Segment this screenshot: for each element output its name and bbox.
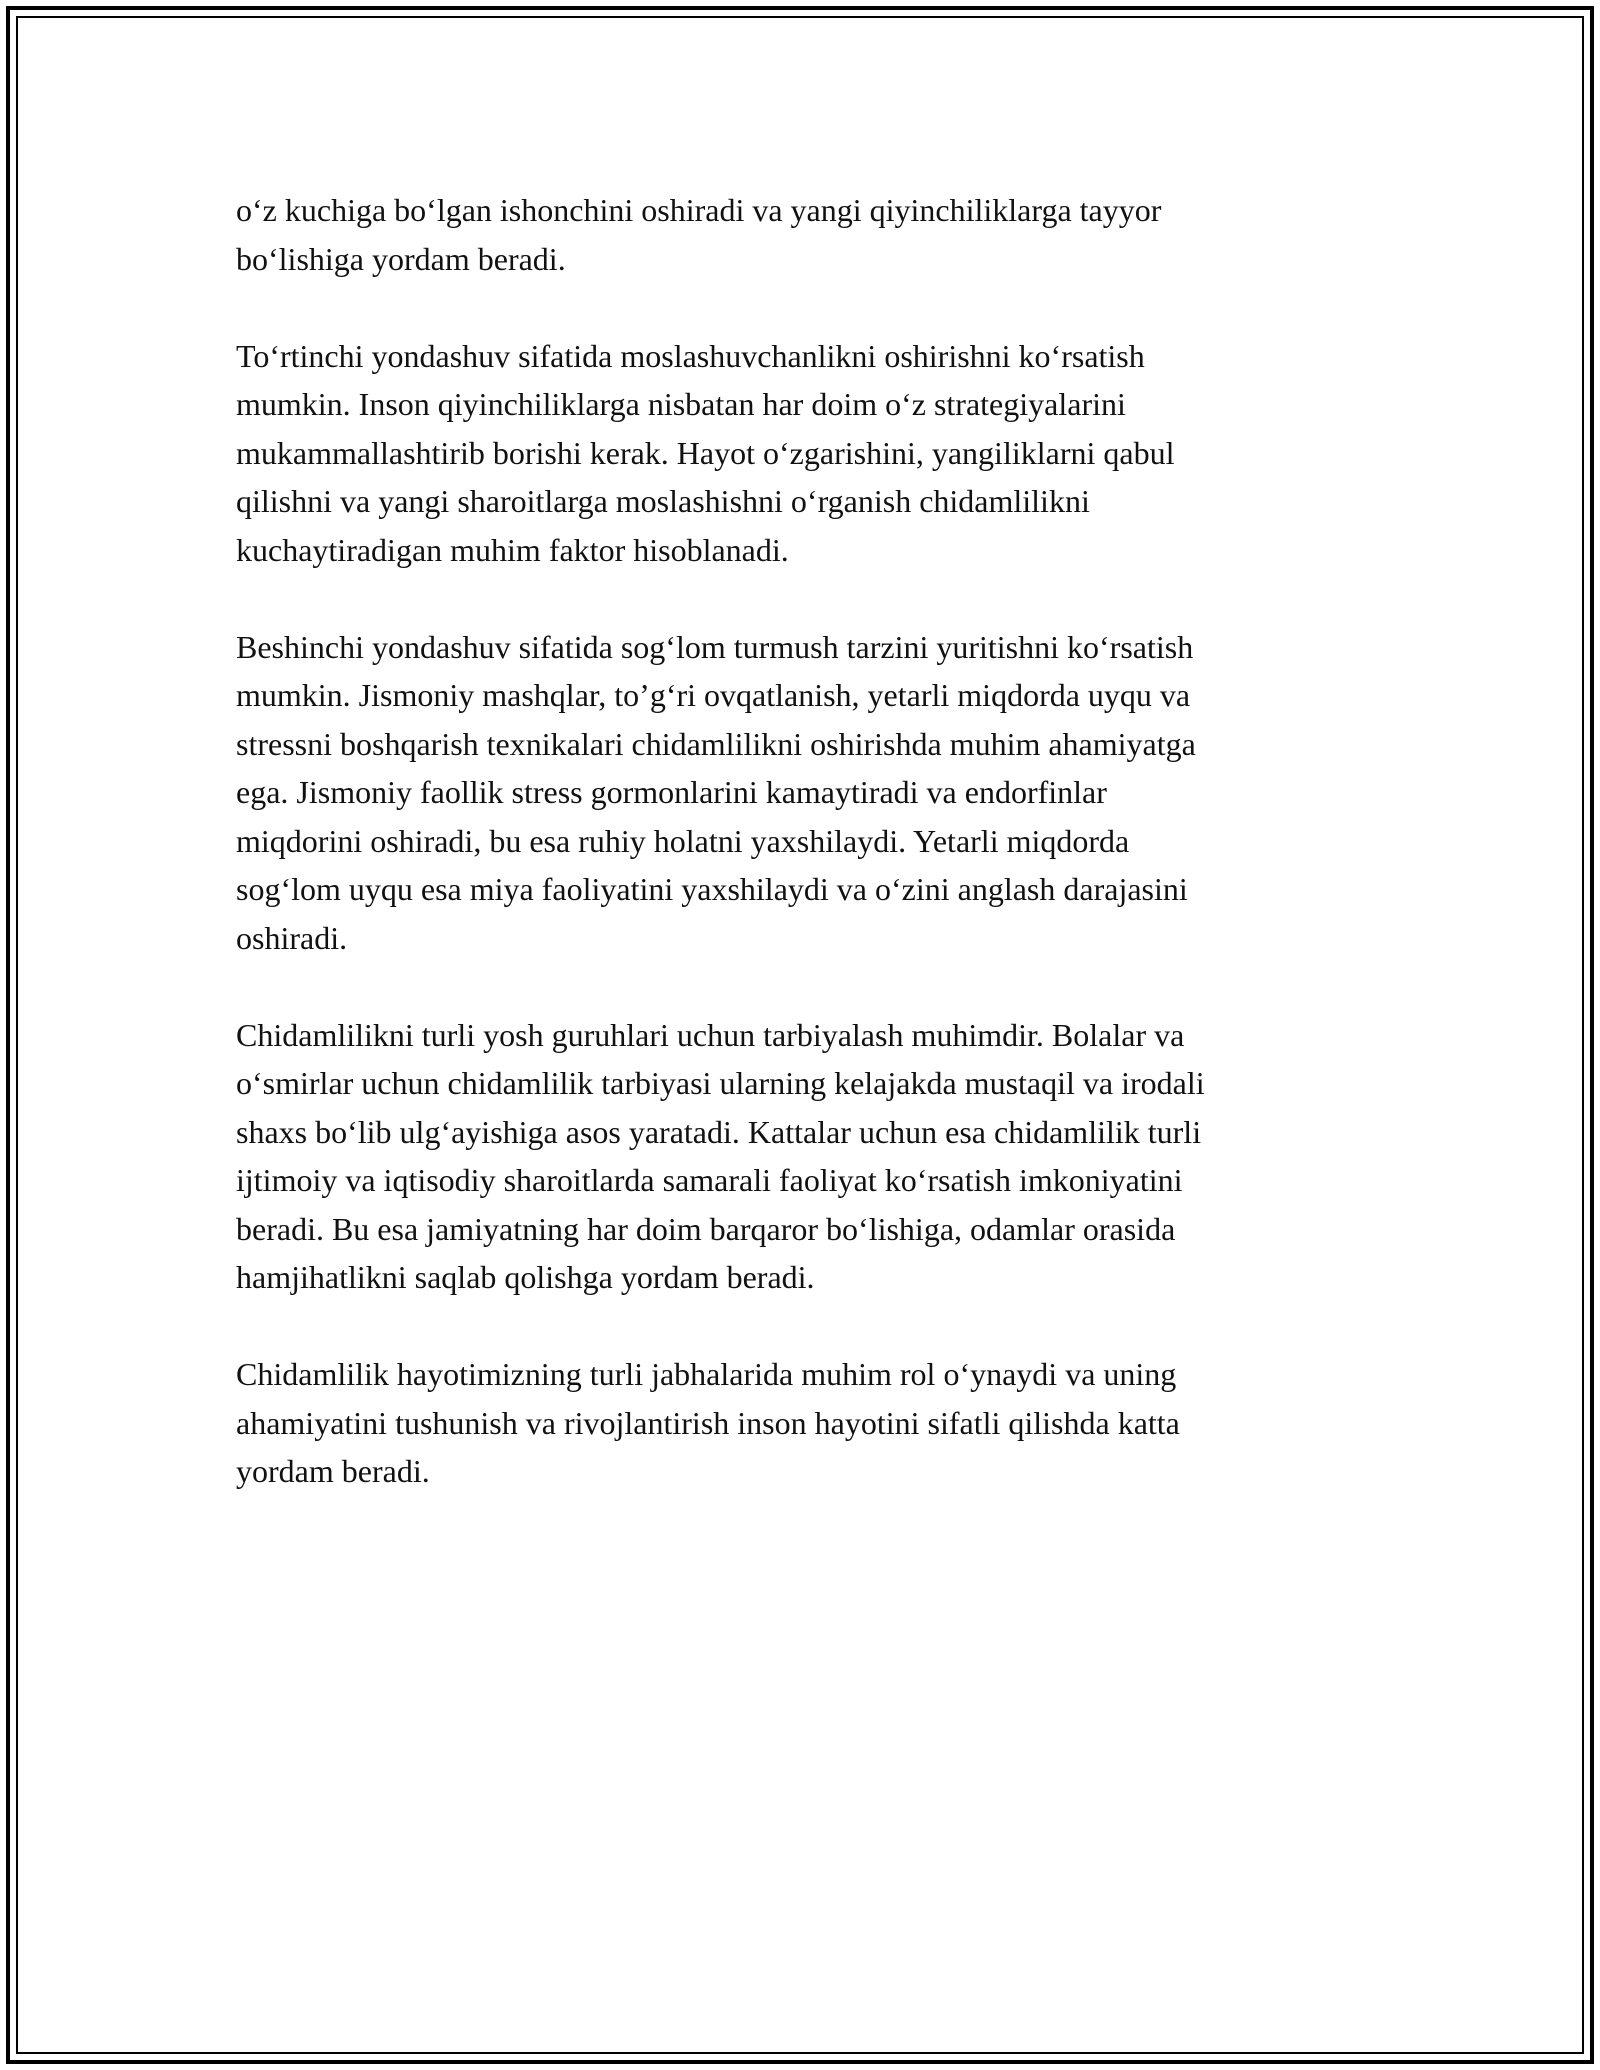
paragraph-fifth-approach: Beshinchi yondashuv sifatida sog‘lom turmush tarzini yuritishni ko‘rsatish mumkin. Jismoniy mashqlar, to’g‘ri ovqatlanish, yetarli miqdorda uyqu va stressni boshqarish texnikalari chidamlilikni oshirishda muhim ahamiyatga ega. Jismoniy faollik stress gormonlarini kamaytiradi va endorfinlar miqdorini oshiradi, bu esa ruhiy holatni yaxshilaydi. Yetarli miqdorda sog‘lom uyqu esa miya faoliyatini yaxshilaydi va o‘zini anglash darajasini oshiradi. <box>236 628 1196 956</box>
paragraph-fourth-approach: To‘rtinchi yondashuv sifatida moslashuvchanlikni oshirishni ko‘rsatish mumkin. Inson qiyinchiliklarga nisbatan har doim o‘z strategiyalarini mukammallashtirib borishi kerak. Hayot o‘zgarishini, yangiliklarni qabul qilishni va yangi sharoitlarga moslashishni o‘rganish chidamlilikni kuchaytiradigan muhim faktor hisoblanadi. <box>236 337 1175 568</box>
paragraph-conclusion: Chidamlilik hayotimizning turli jabhalarida muhim rol o‘ynaydi va uning ahamiyatini tushunish va rivojlantirish inson hayotini sifatli qilishda katta yordam beradi. <box>236 1356 1180 1489</box>
document-body <box>236 186 1356 1496</box>
paragraph-age-groups: Chidamlilikni turli yosh guruhlari uchun tarbiyalash muhimdir. Bolalar va o‘smirlar uchun chidamlilik tarbiyasi ularning kelajakda mustaqil va irodali shaxs bo‘lib ulg‘ayishiga asos yaratadi. Kattalar uchun esa chidamlilik turli ijtimoiy va iqtisodiy sharoitlarda samarali faoliyat ko‘rsatish imkoniyatini beradi. Bu esa jamiyatning har doim barqaror bo‘lishiga, odamlar orasida hamjihatlikni saqlab qolishga yordam beradi. <box>236 1016 1205 1295</box>
paragraph-continuation: o‘z kuchiga bo‘lgan ishonchini oshiradi va yangi qiyinchiliklarga tayyor bo‘lishiga yordam beradi. <box>236 192 1162 277</box>
